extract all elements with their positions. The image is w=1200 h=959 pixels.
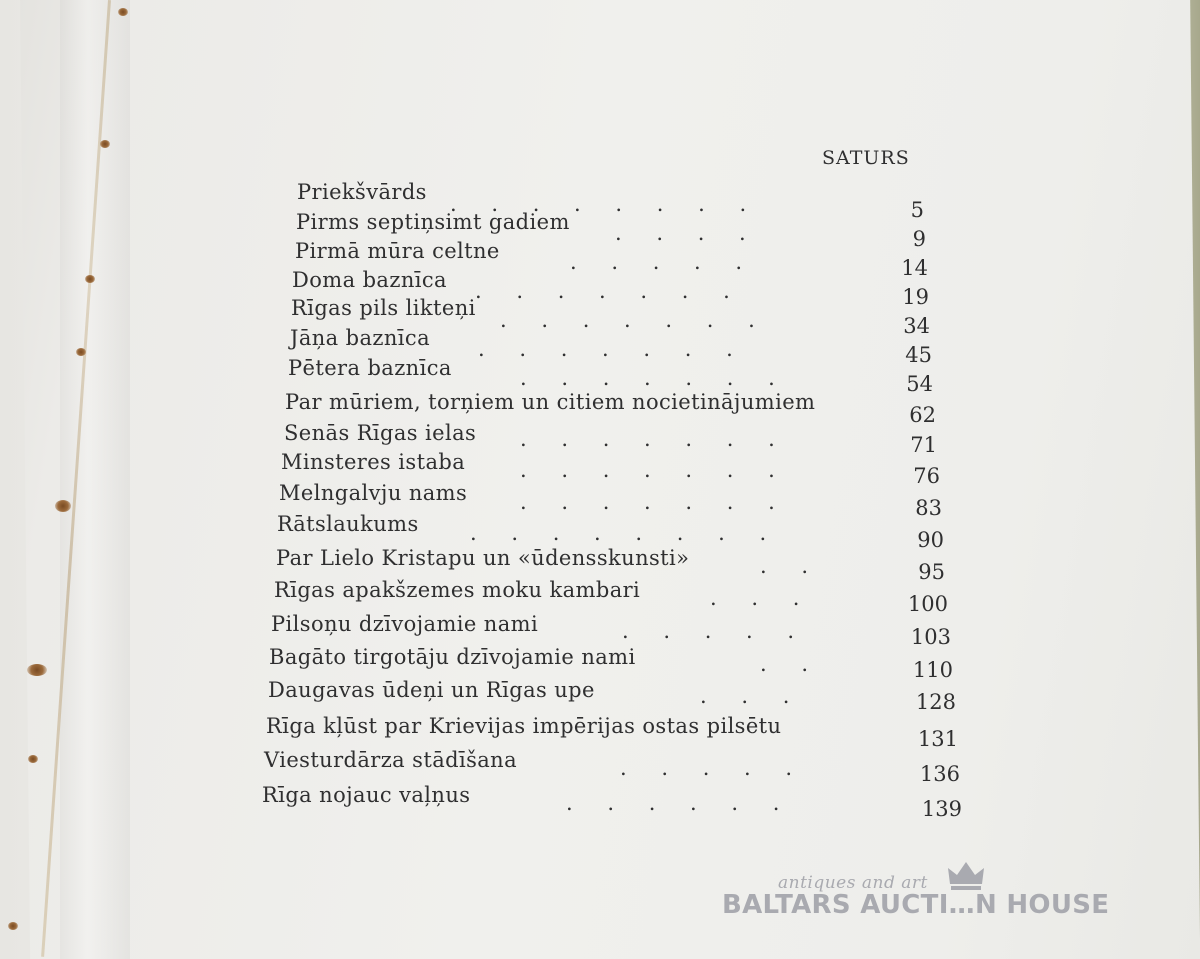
toc-entry-title: Rīga nojauc vaļņus: [262, 783, 471, 807]
toc-entry-page: 90: [917, 528, 944, 552]
toc-entry-title: Pirmā mūra celtne: [295, 239, 500, 263]
toc-entry-title: Doma baznīca: [292, 268, 447, 292]
toc-entry-page: 100: [907, 592, 948, 616]
toc-leader-dots: . . .: [700, 684, 804, 708]
toc-entry-page: 5: [910, 198, 924, 222]
toc-entry-title: Pilsoņu dzīvojamie nami: [271, 612, 539, 636]
watermark-tagline: antiques and art: [778, 873, 928, 893]
toc-entry-title: Rīga kļūst par Krievijas impērijas ostas pilsētu: [266, 714, 782, 738]
watermark: [722, 868, 1122, 938]
toc-leader-dots: . . . . . . . .: [450, 192, 761, 216]
toc-leader-dots: . . . . .: [622, 619, 809, 643]
toc-leader-dots: . . . . . .: [566, 791, 794, 815]
toc-entry-page: 128: [915, 690, 956, 714]
toc-entry-title: Senās Rīgas ielas: [284, 421, 477, 445]
watermark-name: BALTARS AUCTI…N HOUSE: [722, 890, 1110, 920]
toc-leader-dots: . . . . . . .: [475, 279, 744, 303]
toc-entry-title: Rātslaukums: [277, 512, 419, 536]
toc-entry-title: Bagāto tirgotāju dzīvojamie nami: [269, 645, 636, 669]
toc-entry-page: 34: [903, 314, 930, 338]
toc-entry-page: 76: [913, 464, 940, 488]
toc-entry-page: 95: [918, 560, 945, 584]
toc-entry-title: Daugavas ūdeņi un Rīgas upe: [268, 678, 595, 702]
toc-entry-page: 139: [921, 797, 962, 821]
toc-entry-title: Viesturdārza stādīšana: [264, 748, 518, 772]
toc-entry-page: 9: [912, 227, 926, 251]
toc-entry-title: Melngalvju nams: [279, 481, 468, 505]
toc-entry-title: Par Lielo Kristapu un «ūdensskunsti»: [276, 546, 690, 570]
toc-entry-title: Rīgas apakšzemes moku kambari: [274, 578, 641, 602]
toc-entry-page: 14: [901, 256, 928, 280]
toc-entry-title: Priekšvārds: [297, 180, 427, 204]
toc-leader-dots: . . . . . . .: [478, 337, 747, 361]
toc-entry-title: Pētera baznīca: [288, 356, 452, 380]
toc-leader-dots: . . .: [710, 586, 814, 610]
toc-entry-page: 83: [915, 496, 942, 520]
toc-leader-dots: . . . . .: [570, 250, 757, 274]
toc-leader-dots: . . . . . . . .: [470, 521, 781, 545]
toc-entry-page: 131: [917, 727, 958, 751]
toc-leader-dots: . . . . . . .: [520, 366, 789, 390]
toc-entry-title: Jāņa baznīca: [290, 326, 431, 350]
toc-leader-dots: . . . . .: [620, 756, 807, 780]
toc-entry-title: Par mūriem, torņiem un citiem nocietinājumiem: [285, 390, 816, 414]
toc-entry-page: 19: [902, 285, 929, 309]
toc-entry-title: Rīgas pils likteņi: [291, 296, 476, 320]
toc-leader-dots: . .: [760, 652, 823, 676]
toc-leader-dots: . . . . . . .: [520, 490, 789, 514]
toc-leader-dots: . .: [760, 554, 823, 578]
toc-leader-dots: . . . . . . .: [520, 458, 789, 482]
toc-entry-page: 71: [910, 433, 937, 457]
toc-heading: SATURS: [822, 147, 910, 169]
toc-entry-page: 54: [906, 372, 933, 396]
toc-entry-page: 45: [905, 343, 932, 367]
toc-entry-title: Pirms septiņsimt gadiem: [296, 210, 570, 234]
toc-leader-dots: . . . . . . .: [520, 427, 789, 451]
toc-entry-page: 103: [910, 625, 951, 649]
toc-entry-page: 136: [919, 762, 960, 786]
toc-leader-dots: . . . .: [615, 221, 760, 245]
toc-entry-page: 62: [909, 403, 936, 427]
toc-entry-title: Minsteres istaba: [281, 450, 466, 474]
toc-entry-page: 110: [912, 658, 953, 682]
toc-leader-dots: . . . . . . .: [500, 308, 769, 332]
crown-icon: [946, 860, 986, 892]
